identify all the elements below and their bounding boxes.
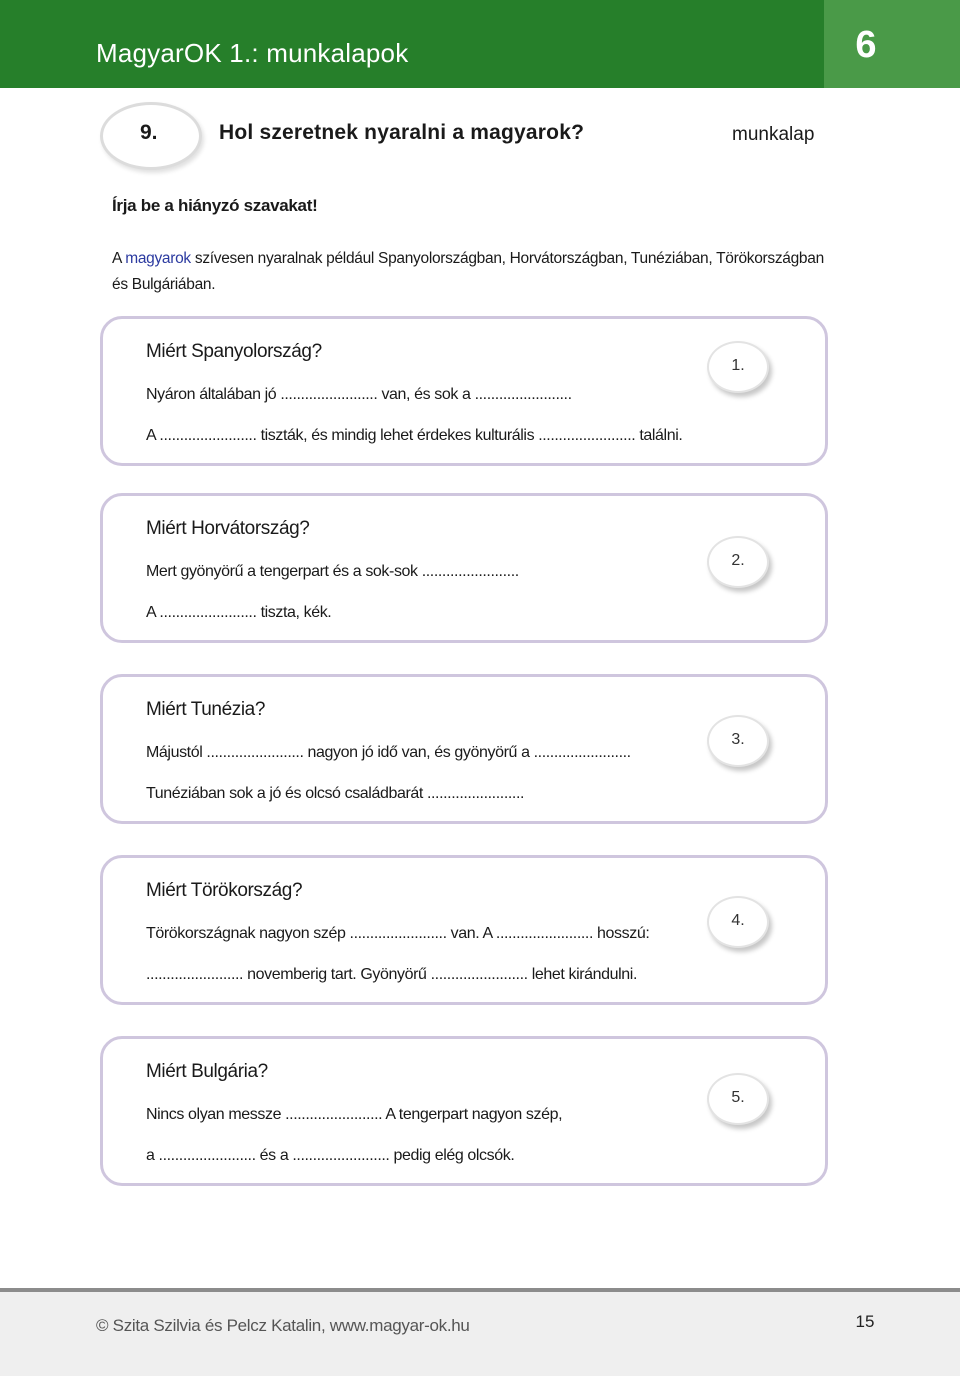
exercise-card-4 [100,855,828,1005]
worksheet-title: Hol szeretnek nyaralni a magyarok? [219,121,585,144]
card-line-2: A ........................ tiszták, és mindig lehet érdekes kulturális ........................ találni. [146,427,683,444]
page-header [0,0,960,88]
worksheet-number: 9. [140,121,158,144]
intro-text: szívesen nyaralnak például Spanyolországban, Horvátországban, Tunéziában, Törökországban és Bulgáriában. [112,250,824,293]
badge-number: 4. [731,912,745,929]
badge-number: 2. [731,552,745,569]
intro-prefix: A [112,250,126,267]
card-question: Miért Spanyolország? [146,341,322,362]
card-question: Miért Horvátország? [146,518,310,539]
card-number-badge [707,715,769,767]
badge-number: 3. [731,731,745,748]
card-question: Miért Bulgária? [146,1061,268,1082]
card-line-1: Mert gyönyörű a tengerpart és a sok-sok ........................ [146,563,519,580]
chapter-number: 6 [855,24,877,66]
card-line-2: Tunéziában sok a jó és olcsó családbarát ........................ [146,785,525,802]
card-number-badge [707,896,769,948]
intro-highlight: magyarok [125,250,191,267]
chapter-tab [824,0,960,88]
badge-number: 5. [731,1089,745,1106]
worksheet-label: munkalap [732,124,815,145]
copyright-text: © Szita Szilvia és Pelcz Katalin, www.magyar-ok.hu [96,1316,470,1335]
card-question: Miért Tunézia? [146,699,266,720]
instruction: Írja be a hiányzó szavakat! [112,196,318,215]
card-line-1: Nincs olyan messze ........................ A tengerpart nagyon szép, [146,1106,563,1123]
card-number-badge [707,1073,769,1125]
exercise-card-3 [100,674,828,824]
exercise-card-1 [100,316,828,466]
badge-number: 1. [731,357,745,374]
card-line-2: A ........................ tiszta, kék. [146,604,332,621]
card-line-1: Májustól ........................ nagyon jó idő van, és gyönyörű a ........................ [146,744,631,761]
exercise-card-5 [100,1036,828,1186]
card-number-badge [707,341,769,393]
card-number-badge [707,536,769,588]
page-number: 15 [855,1312,875,1331]
card-line-1: Törökországnak nagyon szép ........................ van. A ........................ hosszú: [146,925,650,942]
card-line-1: Nyáron általában jó ........................ van, és sok a ........................ [146,386,572,403]
header-title: MagyarOK 1.: munkalapok [96,38,409,68]
card-line-2: ........................ novemberig tart. Gyönyörű ........................ lehet kirándulni. [146,966,638,983]
card-line-2: a ........................ és a ........................ pedig elég olcsók. [146,1147,515,1164]
card-question: Miért Törökország? [146,880,303,901]
exercise-card-2 [100,493,828,643]
intro-paragraph [112,246,832,298]
